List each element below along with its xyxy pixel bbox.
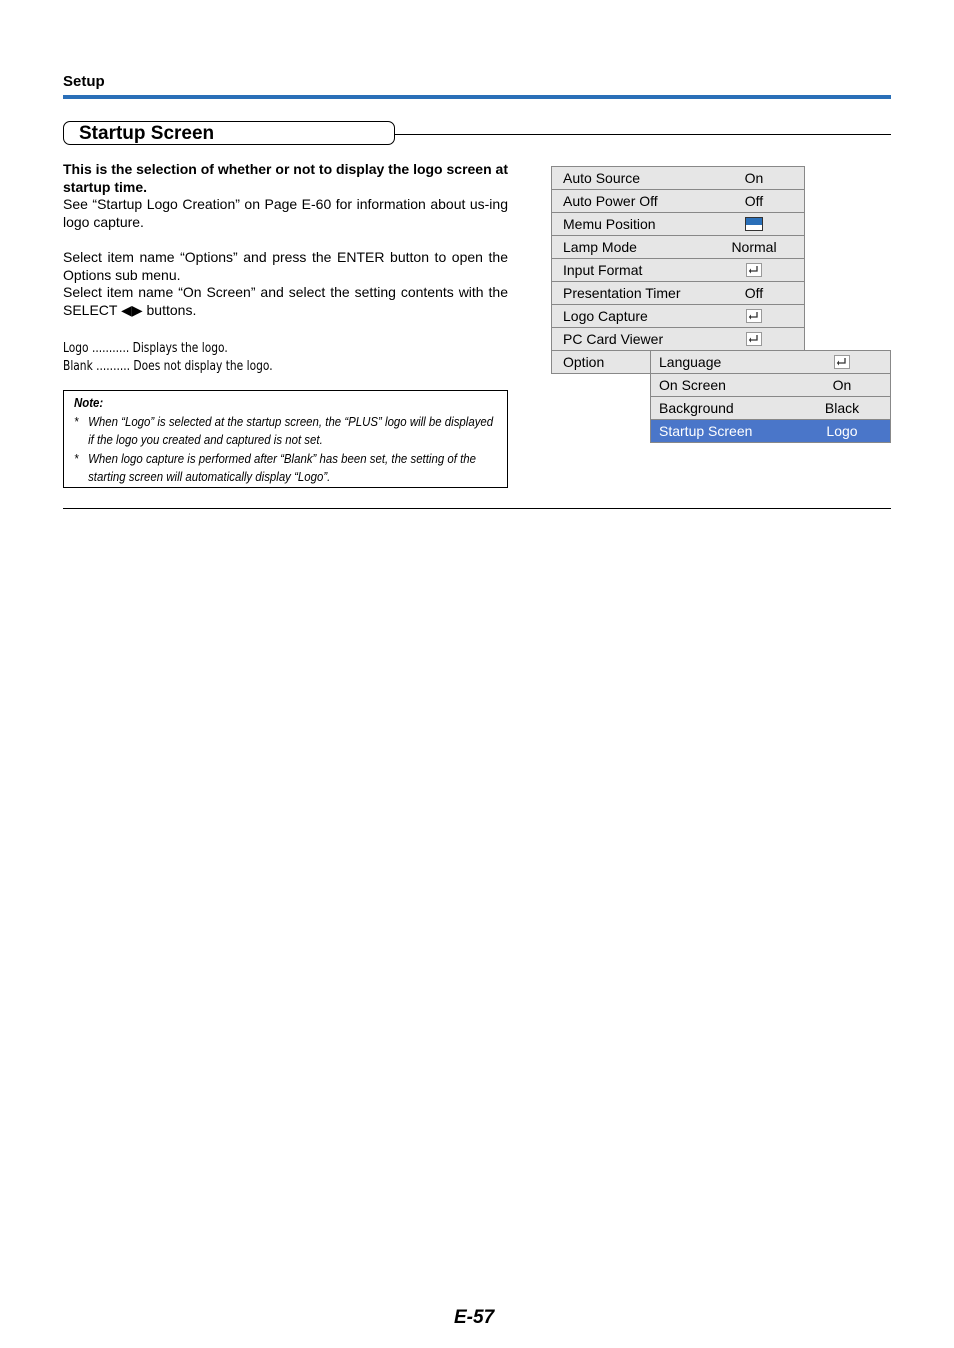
section-label: Setup [63,73,105,90]
note-title: Note: [74,395,104,410]
note-box [63,390,508,488]
definition-item: Blank .......... Does not display the logo. [63,359,273,374]
menu-item-presentation-timer[interactable]: Presentation Timer Off [552,282,804,305]
intro-p1: Select item name “Options” and press the ENTER button to open the Options sub menu. [63,248,508,283]
definition-item: Logo ........... Displays the logo. [63,341,228,356]
intro-bold: This is the selection of whether or not to display the logo screen at startup time. [63,161,508,195]
menu-item-option[interactable]: Option [552,351,804,374]
note-item: * When logo capture is performed after “Blank” has been set, the setting of the starting screen will automatically display “Logo”. [74,450,476,484]
note-item: * When “Logo” is selected at the startup screen, the “PLUS” logo will be displayed if the logo you created and captured is not set. [74,413,494,447]
enter-icon [746,309,762,323]
options-menu [551,166,805,374]
menu-item-logo-capture[interactable]: Logo Capture [552,305,804,328]
title-rule [395,134,891,135]
definition-list [63,340,273,376]
header-rule [63,95,891,99]
menu-item-auto-power-off[interactable]: Auto Power Off Off [552,190,804,213]
submenu-item-background[interactable]: Background Black [651,397,890,420]
page-number: E-57 [454,1307,495,1328]
enter-icon [746,332,762,346]
submenu-item-startup-screen[interactable]: Startup Screen Logo [651,420,890,443]
menu-item-menu-position[interactable]: Memu Position [552,213,804,236]
submenu-item-language[interactable]: Language [651,351,890,374]
submenu-item-on-screen[interactable]: On Screen On [651,374,890,397]
menu-item-input-format[interactable]: Input Format [552,259,804,282]
page-title: Startup Screen [79,123,215,144]
intro-text [63,161,508,319]
menu-item-auto-source[interactable]: Auto Source On [552,167,804,190]
menu-item-lamp-mode[interactable]: Lamp Mode Normal [552,236,804,259]
intro-p2: Select item name “On Screen” and select the setting contents with the SELECT ◀▶ buttons. [63,284,508,318]
menu-item-pc-card-viewer[interactable]: PC Card Viewer [552,328,804,351]
title-box [63,121,395,145]
section-divider [63,508,891,509]
intro-see: See “Startup Logo Creation” on Page E-60 for information about us-ing logo capture. [63,196,508,230]
enter-icon [746,263,762,277]
position-icon [745,217,763,231]
enter-icon [834,355,850,369]
option-submenu [650,350,891,443]
